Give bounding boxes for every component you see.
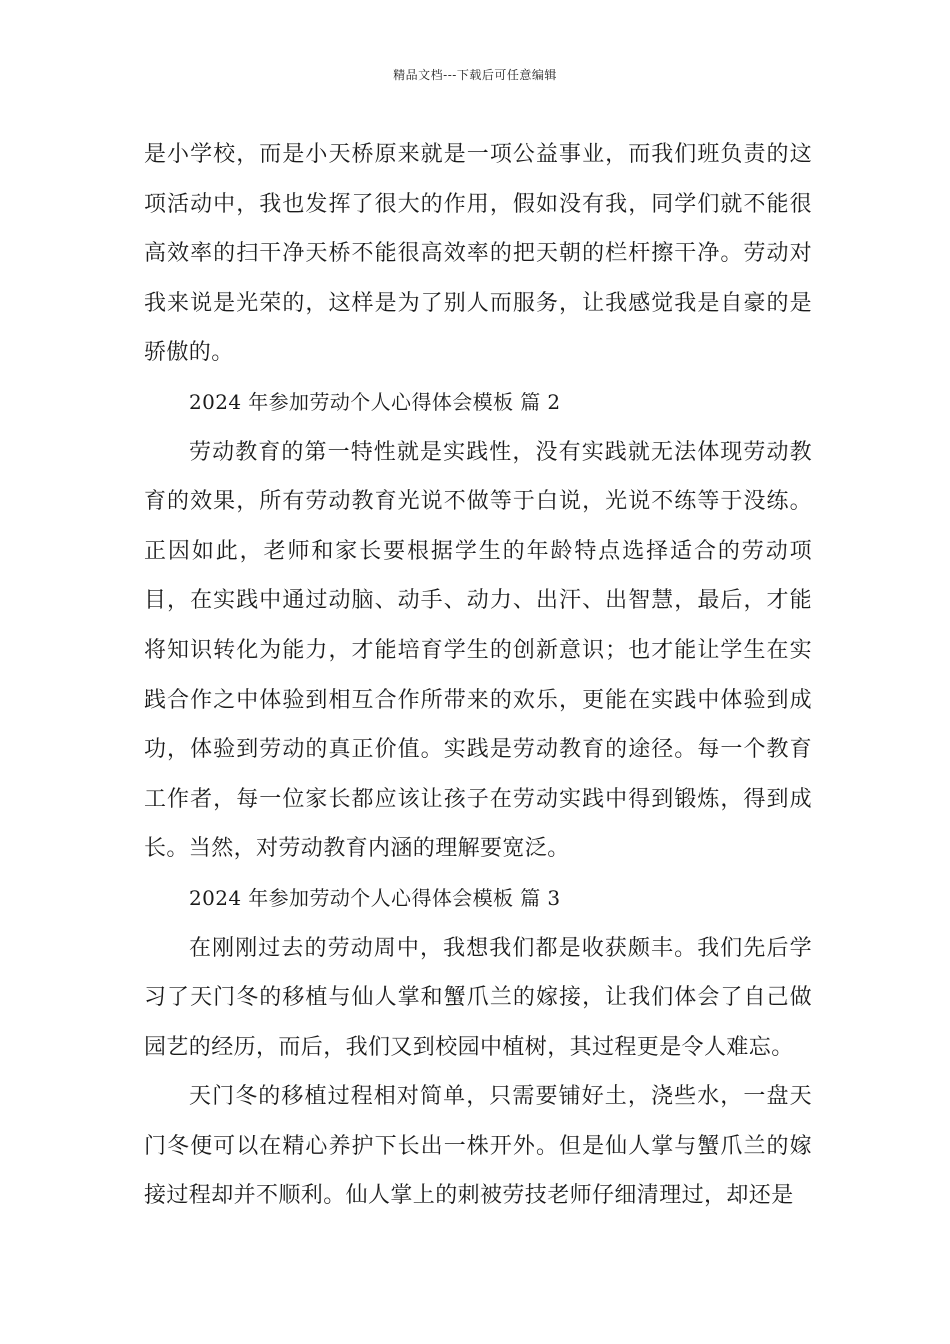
paragraph-continued: 是小学校，而是小天桥原来就是一项公益事业，而我们班负责的这项活动中，我也发挥了很大的作用，假如没有我，同学们就不能很高效率的扫干净天桥不能很高效率的把天朝的栏杆擦干净。劳动对我来说是光荣的，这样是为了别人而服务，让我感觉我是自豪的是骄傲的。 xyxy=(144,142,812,366)
paragraph: 在刚刚过去的劳动周中，我想我们都是收获颇丰。我们先后学习了天门冬的移植与仙人掌和蟹爪兰的嫁接，让我们体会了自己做园艺的经历，而后，我们又到校园中植树，其过程更是令人难忘。 xyxy=(144,935,812,1060)
paragraph: 天门冬的移植过程相对简单，只需要铺好土，浇些水，一盘天门冬便可以在精心养护下长出一株开外。但是仙人掌与蟹爪兰的嫁接过程却并不顺利。仙人掌上的刺被劳技老师仔细清理过，却还是 xyxy=(144,1084,812,1209)
section-heading-2: 2024 年参加劳动个人心得体会模板 篇 2 xyxy=(189,389,561,414)
page-header: 精品文档---下载后可任意编辑 xyxy=(393,68,557,82)
section-heading-3: 2024 年参加劳动个人心得体会模板 篇 3 xyxy=(189,885,561,910)
document-body xyxy=(144,130,812,1221)
paragraph: 劳动教育的第一特性就是实践性，没有实践就无法体现劳动教育的效果，所有劳动教育光说不做等于白说，光说不练等于没练。正因如此，老师和家长要根据学生的年龄特点选择适合的劳动项目，在实践中通过动脑、动手、动力、出汗、出智慧，最后，才能将知识转化为能力，才能培育学生的创新意识；也才能让学生在实践合作之中体验到相互合作所带来的欢乐，更能在实践中体验到成功，体验到劳动的真正价值。实践是劳动教育的途径。每一个教育工作者，每一位家长都应该让孩子在劳动实践中得到锻炼，得到成长。当然，对劳动教育内涵的理解要宽泛。 xyxy=(144,439,812,862)
